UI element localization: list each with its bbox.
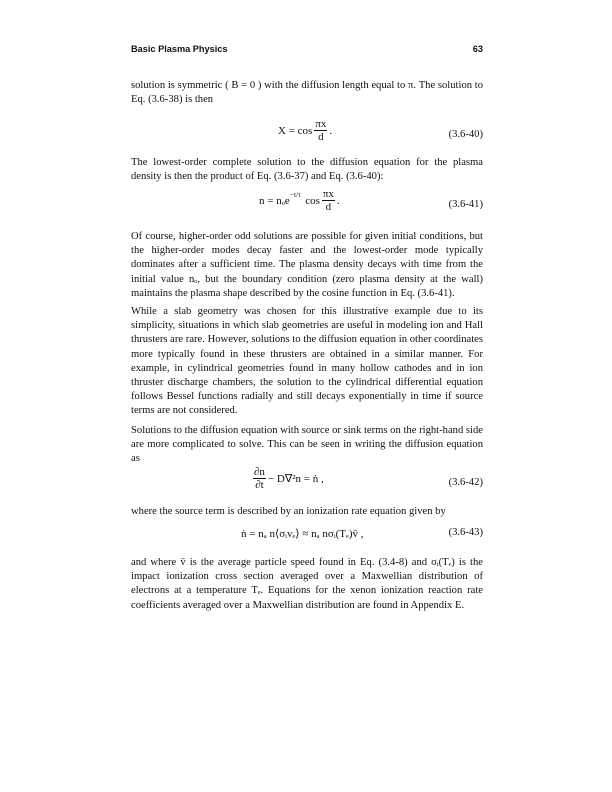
eq42-label: (3.6-42) bbox=[448, 477, 483, 488]
paragraph-2: The lowest-order complete solution to the diffusion equation for the plasma density is then the product of Eq. (3.6-37) and Eq. (3.6-40): bbox=[131, 157, 483, 183]
paragraph-3: Of course, higher-order odd solutions are possible for given initial conditions, but the higher-order modes decay faster and the lowest-order mode typically dominates after a sufficient time. The plasma density decays with time from the initial value nₒ, but the boundary condition (zero plasma density at the wall) maintains the plasma shape described by the cosine function in Eq. (3.6-41). bbox=[131, 231, 483, 299]
equation-3-6-41: n = nₒe $^{-t/\tau}$ cos $\frac{\pi x}{d}$ . (3.6-41) bbox=[259, 188, 483, 213]
eq43-expression: ṅ = nₐ n⟨σᵢvₑ⟩ ≈ nₐ nσᵢ(Tₑ)v̄ , bbox=[241, 528, 364, 540]
equation-3-6-40: X = cos $\frac{\pi x}{d}$ . (3.6-40) bbox=[278, 118, 483, 143]
paragraph-6: where the source term is described by an ionization rate equation given by bbox=[131, 506, 446, 517]
equation-3-6-43 bbox=[131, 527, 483, 545]
eq41-exponent: −t/τ bbox=[289, 190, 302, 199]
eq41-label: (3.6-41) bbox=[448, 199, 483, 210]
eq42-rhs: − D∇²n = ṅ , bbox=[267, 473, 324, 485]
eq41-lhs: n = nₒe bbox=[259, 194, 290, 207]
eq40-lhs: X = cos bbox=[278, 124, 313, 137]
header-title: Basic Plasma Physics bbox=[131, 44, 228, 54]
paragraph-5: Solutions to the diffusion equation with source or sink terms on the right-hand side are more complicated to solve. This can be seen in writing the diffusion equation as bbox=[131, 425, 483, 465]
equation-3-6-42 bbox=[131, 466, 483, 502]
eq40-fraction: $\frac{\pi x}{d}$ bbox=[315, 118, 327, 143]
paragraph-7: and where v̄ is the average particle speed found in Eq. (3.4-8) and σᵢ(Tₑ) is the impact ionization cross section averaged over a Maxwellian distribution of electrons at a temperature Tₑ. Equations for the xenon ionization reaction rate coefficients averaged over a Maxwellian distribution are found in Appendix E. bbox=[131, 557, 483, 611]
eq40-label: (3.6-40) bbox=[448, 129, 483, 140]
running-header bbox=[131, 44, 483, 54]
eq41-fraction: $\frac{\pi x}{d}$ bbox=[322, 188, 334, 213]
page-number: 63 bbox=[472, 44, 483, 54]
paragraph-1: solution is symmetric ( B = 0 ) with the diffusion length equal to π. The solution to Eq. (3.6-38) is then bbox=[131, 80, 483, 106]
eq42-fraction: $\frac{\partial n}{\partial t}$ bbox=[254, 466, 265, 491]
paragraph-4: While a slab geometry was chosen for this illustrative example due to its simplicity, situations in which slab geometries are useful in modeling ion and Hall thrusters are rare. However, solutions to the diffusion equation in other coordinates more typically found in these thrusters are obtained in a similar manner. For example, in cylindrical geometries found in many hollow cathodes and in ion thruster discharge chambers, the solution to the cylindrical differential equation follows Bessel functions radially and still decays exponentially in time if source terms are not considered. bbox=[131, 306, 483, 417]
eq43-label: (3.6-43) bbox=[448, 527, 483, 538]
